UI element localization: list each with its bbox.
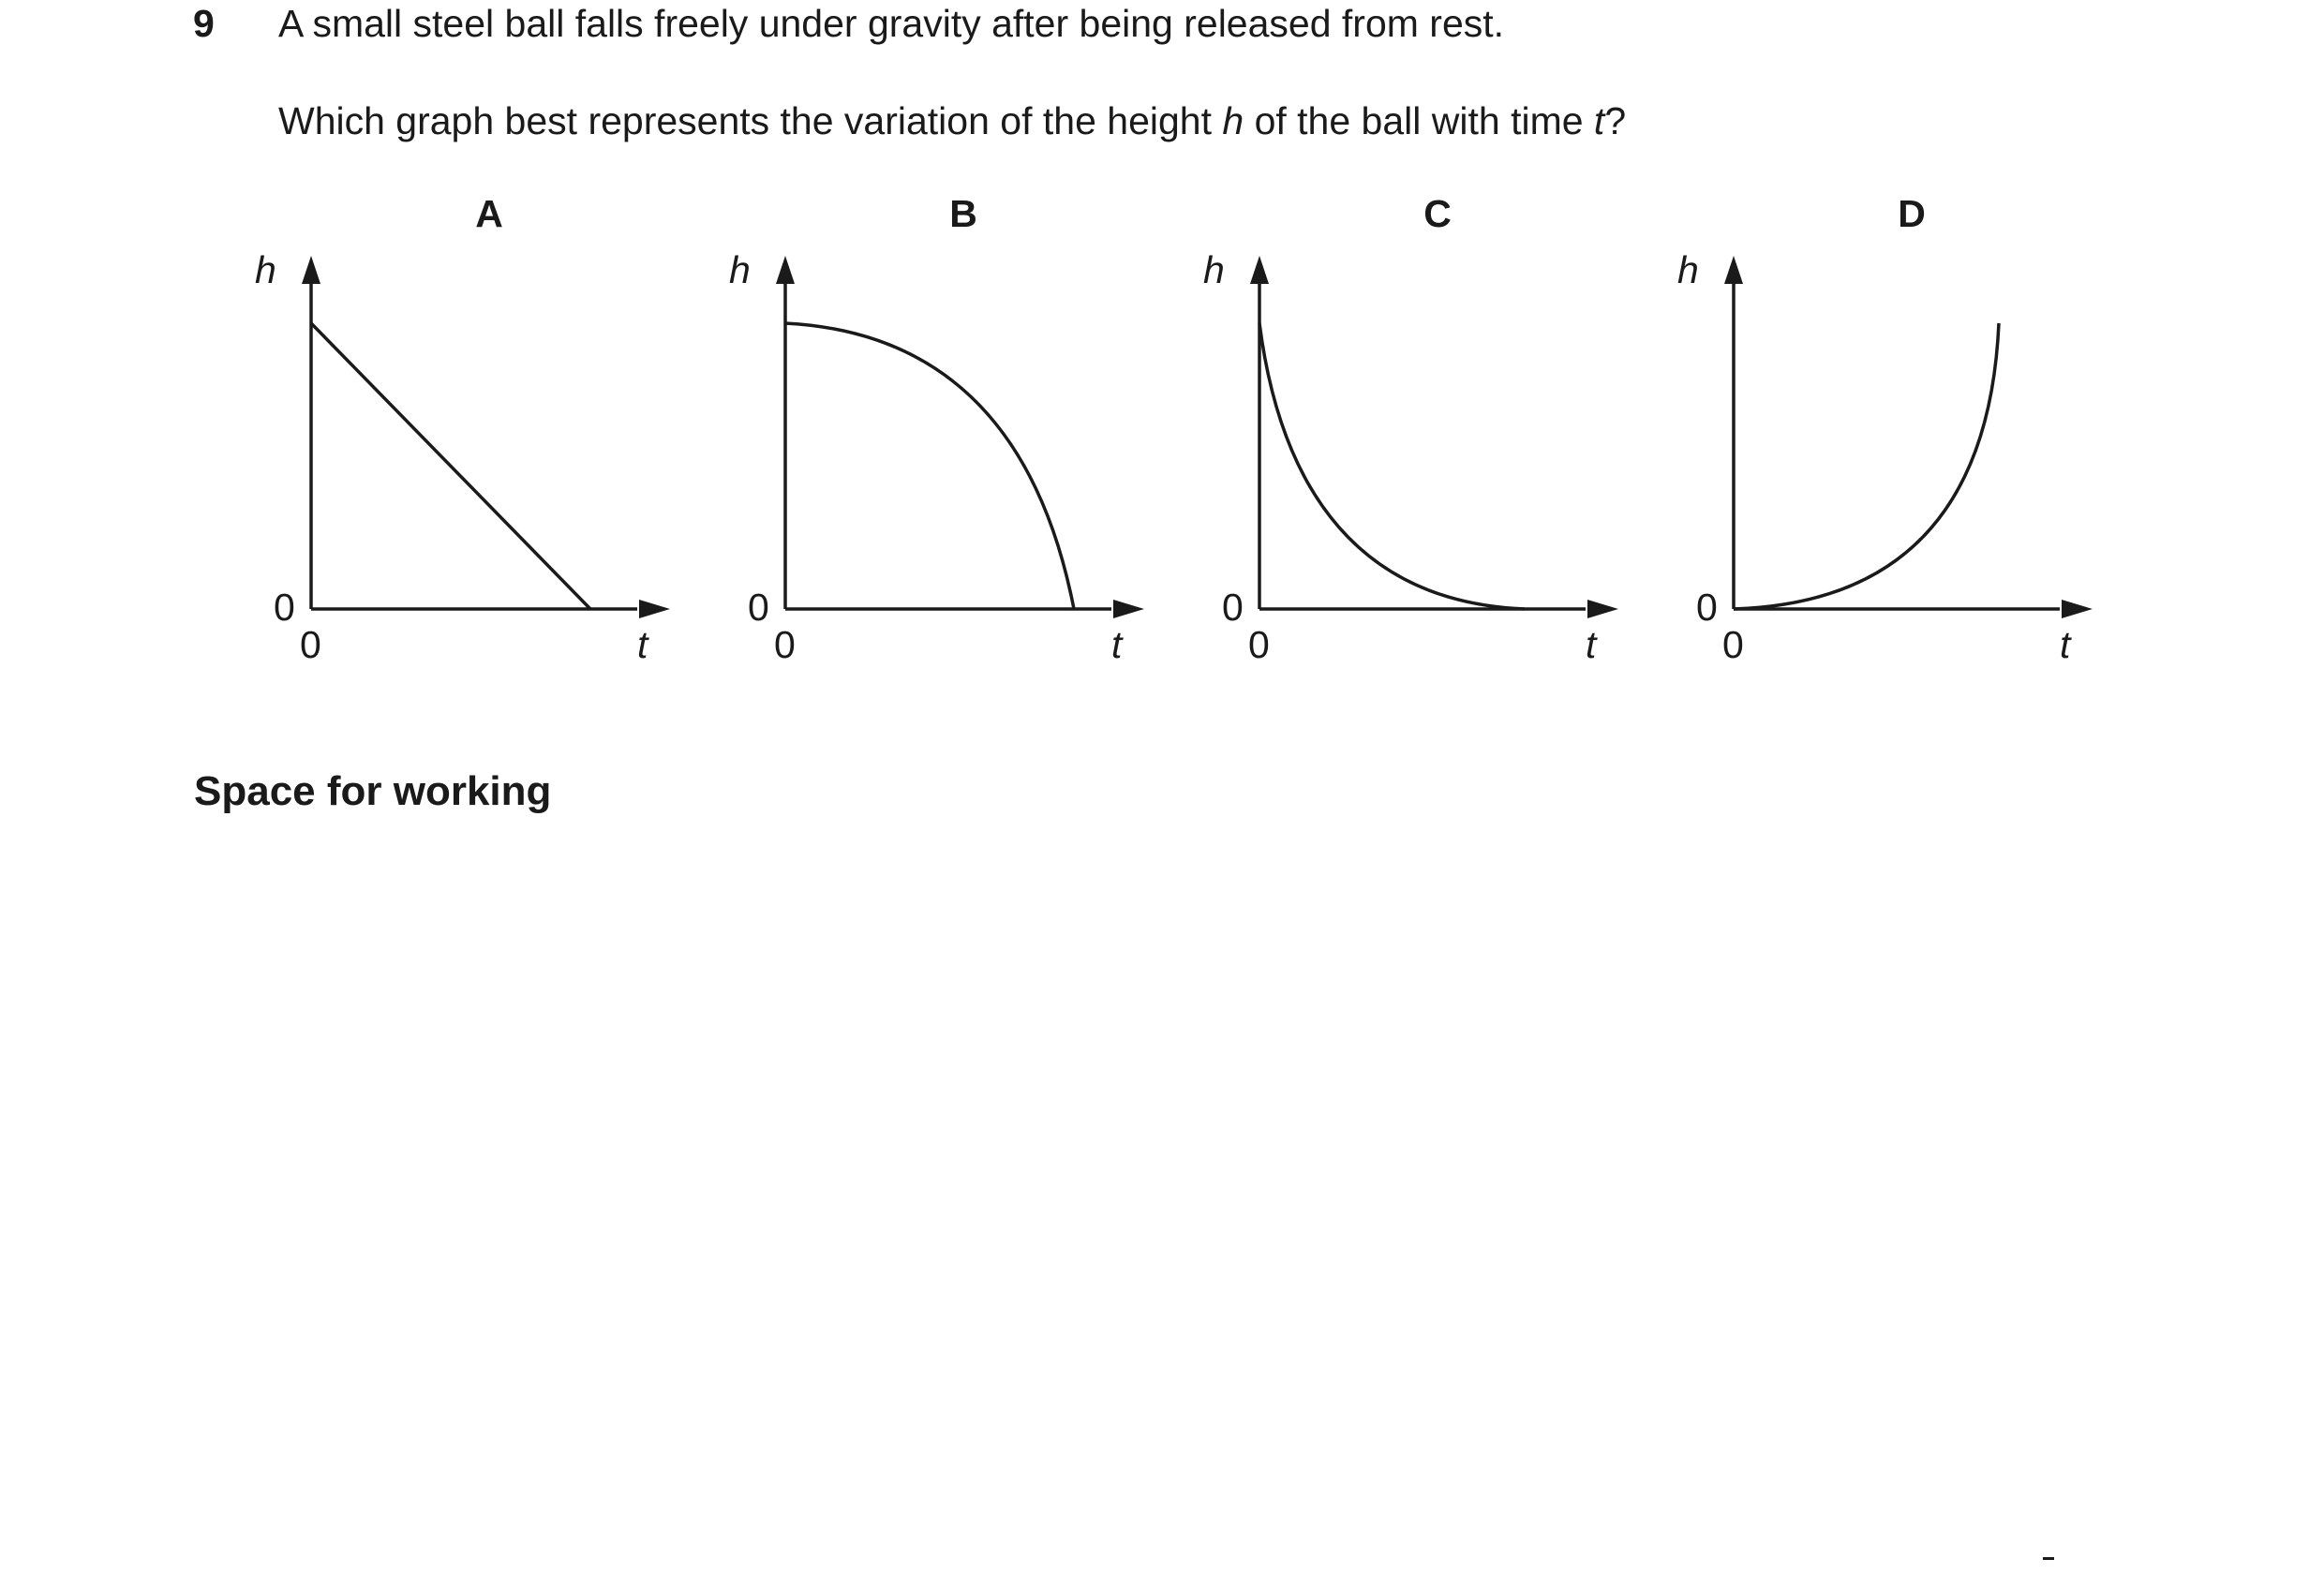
prompt-variable-h: h (1222, 99, 1244, 142)
option-b-x-axis-label: t (1111, 623, 1123, 666)
option-a-curve (311, 323, 590, 609)
question-number: 9 (193, 2, 215, 45)
graph-option-d[interactable] (1666, 192, 2071, 679)
option-a-axes (244, 192, 675, 679)
graph-option-b[interactable] (718, 192, 1123, 679)
question-stem: A small steel ball falls freely under gravity after being released from rest. (278, 2, 1505, 45)
graph-option-a[interactable] (244, 192, 648, 679)
option-d-y-origin-label: 0 (1696, 586, 1718, 629)
graph-option-c[interactable] (1192, 192, 1597, 679)
option-d-curve (1734, 323, 1999, 609)
option-c-y-axis-label: h (1203, 248, 1225, 291)
option-d-x-axis-label: t (2060, 623, 2071, 666)
option-c-axes (1192, 192, 1623, 679)
option-b-label: B (949, 192, 977, 235)
option-d-axes (1666, 192, 2097, 679)
option-c-x-origin-label: 0 (1248, 623, 1270, 666)
prompt-text-1: Which graph best represents the variation of the height (278, 99, 1223, 142)
option-d-x-origin-label: 0 (1722, 623, 1744, 666)
space-for-working-label: Space for working (194, 768, 552, 814)
option-c-label: C (1423, 192, 1452, 235)
option-c-x-axis-label: t (1586, 623, 1597, 666)
option-a-x-axis-label: t (637, 623, 648, 666)
option-a-label: A (475, 192, 503, 235)
option-b-x-origin-label: 0 (774, 623, 796, 666)
option-a-y-origin-label: 0 (274, 586, 295, 629)
option-b-y-axis-label: h (729, 248, 751, 291)
prompt-text-3: ? (1604, 99, 1627, 142)
option-b-axes (718, 192, 1149, 679)
prompt-text-2: of the ball with time (1244, 99, 1594, 142)
option-d-y-axis-label: h (1677, 248, 1699, 291)
option-c-y-origin-label: 0 (1222, 586, 1244, 629)
option-b-curve (785, 323, 1074, 609)
option-c-curve (1259, 323, 1525, 609)
option-a-y-axis-label: h (255, 248, 276, 291)
page-edge-mark (2043, 1557, 2054, 1560)
question-prompt (278, 99, 1626, 143)
prompt-variable-t: t (1593, 99, 1605, 142)
option-b-y-origin-label: 0 (748, 586, 769, 629)
option-d-label: D (1898, 192, 1926, 235)
option-a-x-origin-label: 0 (300, 623, 321, 666)
